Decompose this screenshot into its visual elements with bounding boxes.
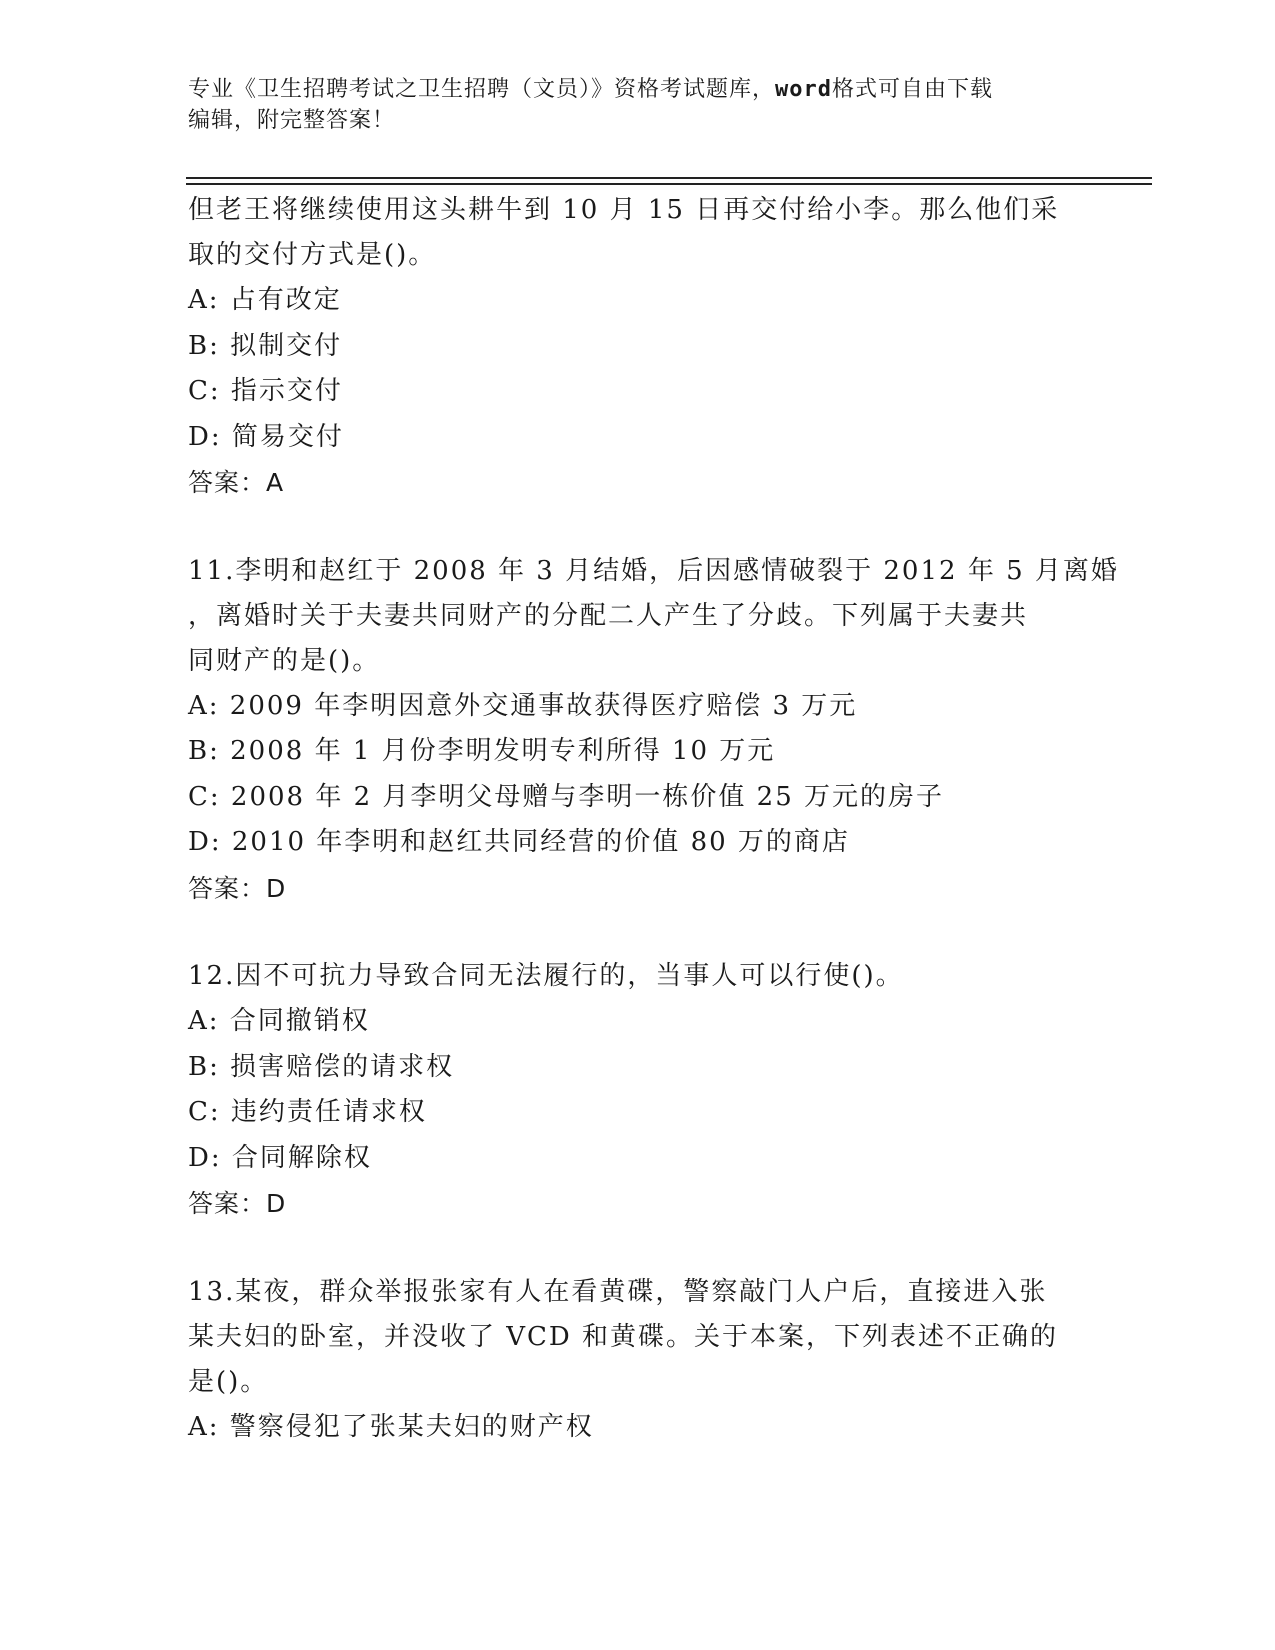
question-stem-line: ，离婚时关于夫妻共同财产的分配二人产生了分歧。下列属于夫妻共 [188,600,1029,631]
header-word-format: word [775,77,832,102]
header-line-1 [188,74,1088,105]
question-stem-line: 11.李明和赵红于 2008 年 3 月结婚，后因感情破裂于 2012 年 5 月离婚 [188,555,1119,586]
option-d: D: 合同解除权 [188,1142,372,1173]
option-b: B: 损害赔偿的请求权 [188,1051,455,1082]
question-stem-line: 12.因不可抗力导致合同无法履行的，当事人可以行使()。 [188,961,904,991]
header-line-2: 编辑，附完整答案！ [188,108,396,133]
option-b: B: 2008 年 1 月份李明发明专利所得 10 万元 [188,736,776,766]
header-divider-top [186,177,1152,179]
question-spacer [188,1227,1088,1270]
answer-line: 答案：A [188,468,285,497]
header-divider-bottom [186,183,1152,185]
question-stem-line: 是()。 [188,1366,269,1397]
question-block-13 [188,1270,1088,1451]
question-block-10 [188,188,1088,506]
answer-line: 答案：D [188,1189,287,1218]
question-stem-line: 同财产的是()。 [188,645,381,676]
question-stem-line: 13.某夜，群众举报张家有人在看黄碟，警察敲门人户后，直接进入张 [188,1276,1048,1307]
option-c: C: 指示交付 [188,376,343,406]
option-a: A: 2009 年李明因意外交通事故获得医疗赔偿 3 万元 [188,690,858,721]
question-stem-line: 但老王将继续使用这头耕牛到 10 月 15 日再交付给小李。那么他们采 [188,195,1060,225]
question-block-11 [188,549,1119,912]
question-stem-line: 取的交付方式是()。 [188,240,437,270]
question-spacer [188,506,1088,549]
header-line-1-post: 格式可自由下载 [832,77,994,102]
answer-line: 答案：D [188,873,287,903]
header-line-1-pre: 专业《卫生招聘考试之卫生招聘（文员）》资格考试题库， [188,77,776,102]
question-stem-line: 某夫妇的卧室，并没收了 VCD 和黄碟。关于本案，下列表述不正确的 [188,1321,1059,1352]
option-d: D: 2010 年李明和赵红共同经营的价值 80 万的商店 [188,827,850,857]
option-a: A: 合同撤销权 [188,1006,370,1036]
question-block-12 [188,954,1088,1227]
option-d: D: 简易交付 [188,421,344,452]
question-content [188,188,1119,1450]
option-b: B: 拟制交付 [188,330,343,361]
question-spacer [188,911,1088,954]
option-c: C: 2008 年 2 月李明父母赠与李明一栋价值 25 万元的房子 [188,781,945,812]
option-a: A: 占有改定 [188,285,342,315]
option-a: A: 警察侵犯了张某夫妇的财产权 [188,1411,594,1442]
page-header [188,74,1088,136]
option-c: C: 违约责任请求权 [188,1097,427,1127]
